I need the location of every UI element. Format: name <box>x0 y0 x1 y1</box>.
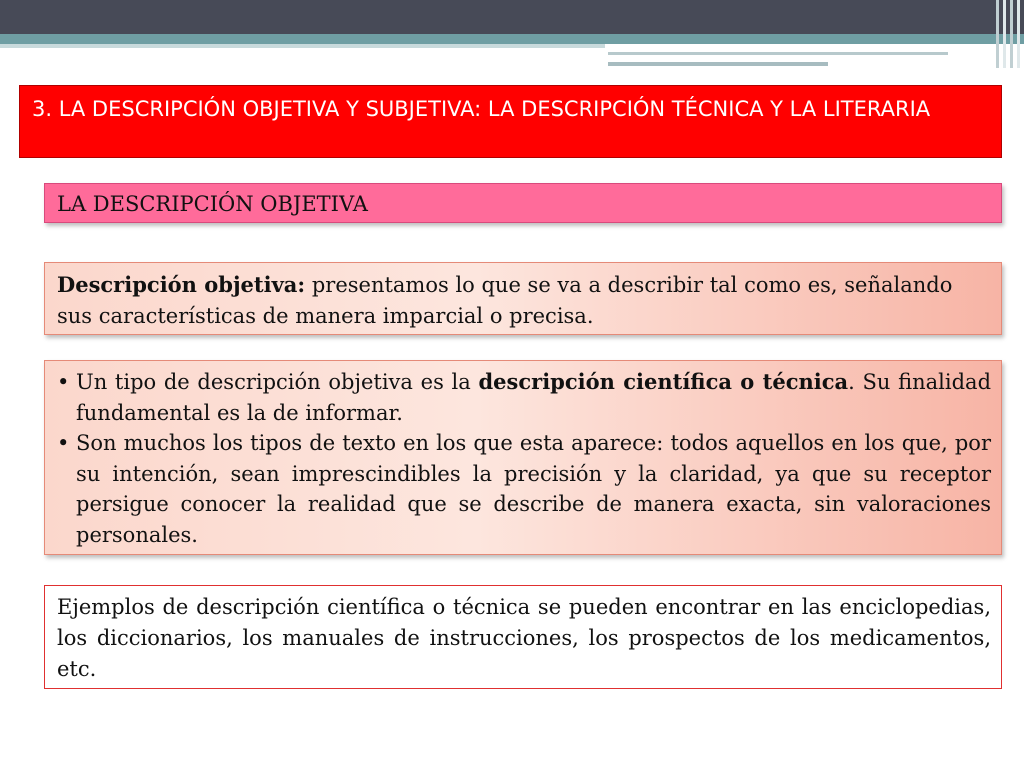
list-item <box>57 367 991 428</box>
list-item-text: . Su finalidad fundamental es la de informar. <box>76 370 992 425</box>
definition-text: presentamos lo que se va a describir tal como es, señalando sus características de manera imparcial o precisa. <box>57 273 953 328</box>
bullet-marker: • <box>57 431 70 455</box>
section-heading <box>44 183 1002 223</box>
definition-term: Descripción objetiva: <box>57 272 306 297</box>
bullet-list-box <box>44 360 1002 555</box>
list-item-text: Un tipo de descripción objetiva es la <box>76 370 479 394</box>
list-item <box>57 428 991 550</box>
slide-title-text: 3. LA DESCRIPCIÓN OBJETIVA Y SUBJETIVA: LA DESCRIPCIÓN TÉCNICA Y LA LITERARIA <box>32 97 931 121</box>
list-item-emphasis: descripción científica o técnica <box>478 369 849 394</box>
examples-text: Ejemplos de descripción científica o técnica se pueden encontrar en las enciclopedias, los diccionarios, los manuales de instrucciones, los prospectos de los medicamentos, etc. <box>57 595 991 681</box>
decorative-vertical-lines <box>994 0 1024 68</box>
slide-title <box>19 85 1002 158</box>
bullet-list <box>57 367 991 550</box>
definition-box <box>44 262 1002 335</box>
section-heading-text: LA DESCRIPCIÓN OBJETIVA <box>57 192 368 216</box>
bullet-marker: • <box>57 370 70 394</box>
decorative-line <box>608 62 828 66</box>
examples-box <box>44 585 1002 689</box>
decorative-line <box>608 52 948 55</box>
slide-accent-stripe <box>0 34 1024 44</box>
slide-accent-stripe-light <box>0 44 605 48</box>
slide-top-bar <box>0 0 1024 34</box>
list-item-text: Son muchos los tipos de texto en los que esta aparece: todos aquellos en los que, por su intención, sean imprescindibles la precisión y la claridad, ya que su receptor persigue conocer la realidad que se describe de manera exacta, sin valoraciones personales. <box>76 431 991 547</box>
